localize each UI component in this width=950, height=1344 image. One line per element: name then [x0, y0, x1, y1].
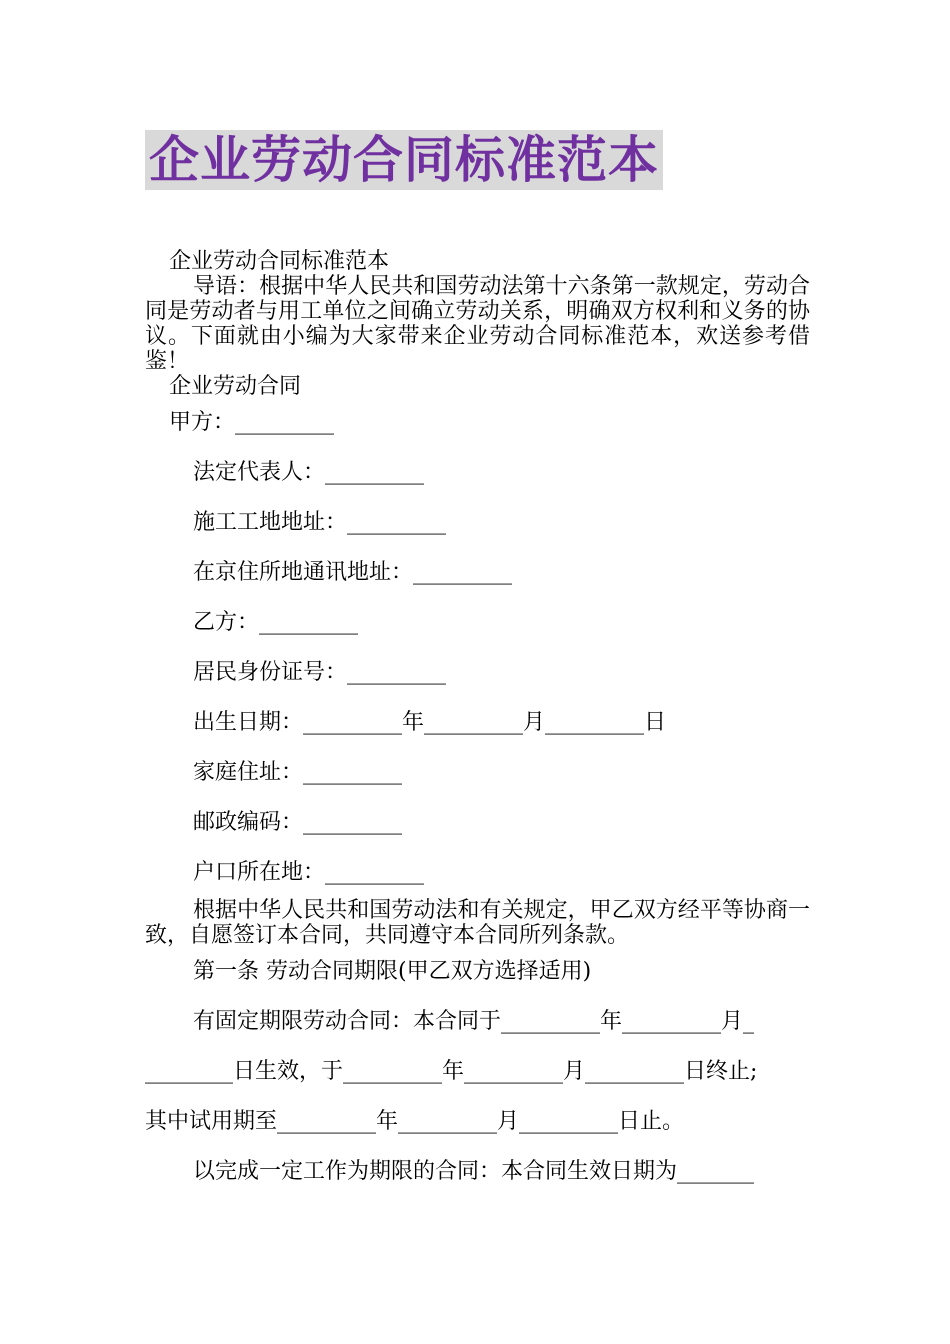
contract-heading: 企业劳动合同 [169, 374, 302, 399]
birth-date-field: 出生日期：_________年_________月_________日 [193, 710, 667, 735]
home-address-field: 家庭住址：_________ [193, 760, 403, 785]
fixed-term-line-2: ________日生效，于_________年_________月_________日终止; [145, 1059, 758, 1084]
fixed-term-line-1: 有固定期限劳动合同：本合同于_________年_________月_ [193, 1009, 755, 1034]
hukou-field: 户口所在地：_________ [193, 860, 425, 885]
party-b-field: 乙方：_________ [193, 610, 359, 635]
article1-heading: 第一条 劳动合同期限(甲乙双方选择适用) [193, 959, 592, 984]
subtitle: 企业劳动合同标准范本 [169, 249, 390, 274]
id-number-field: 居民身份证号：_________ [193, 660, 447, 685]
task-term-line: 以完成一定工作为期限的合同：本合同生效日期为_______ [193, 1159, 755, 1184]
site-address-field: 施工工地地址：_________ [193, 510, 447, 535]
postal-code-field: 邮政编码：_________ [193, 810, 403, 835]
agreement-paragraph: 根据中华人民共和国劳动法和有关规定，甲乙双方经平等协商一致，自愿签订本合同，共同遵守本合同所列条款。 [145, 898, 810, 948]
intro-paragraph: 导语：根据中华人民共和国劳动法第十六条第一款规定，劳动合同是劳动者与用工单位之间确立劳动关系，明确双方权利和义务的协议。下面就由小编为大家带来企业劳动合同标准范本，欢送参考借鉴！ [145, 274, 810, 374]
legal-rep-field: 法定代表人：_________ [193, 460, 425, 485]
party-a-field: 甲方：_________ [169, 410, 335, 435]
page-title: 企业劳动合同标准范本 [145, 130, 663, 190]
fixed-term-line-3: 其中试用期至_________年_________月_________日止。 [145, 1109, 685, 1134]
beijing-address-field: 在京住所地通讯地址：_________ [193, 560, 513, 585]
